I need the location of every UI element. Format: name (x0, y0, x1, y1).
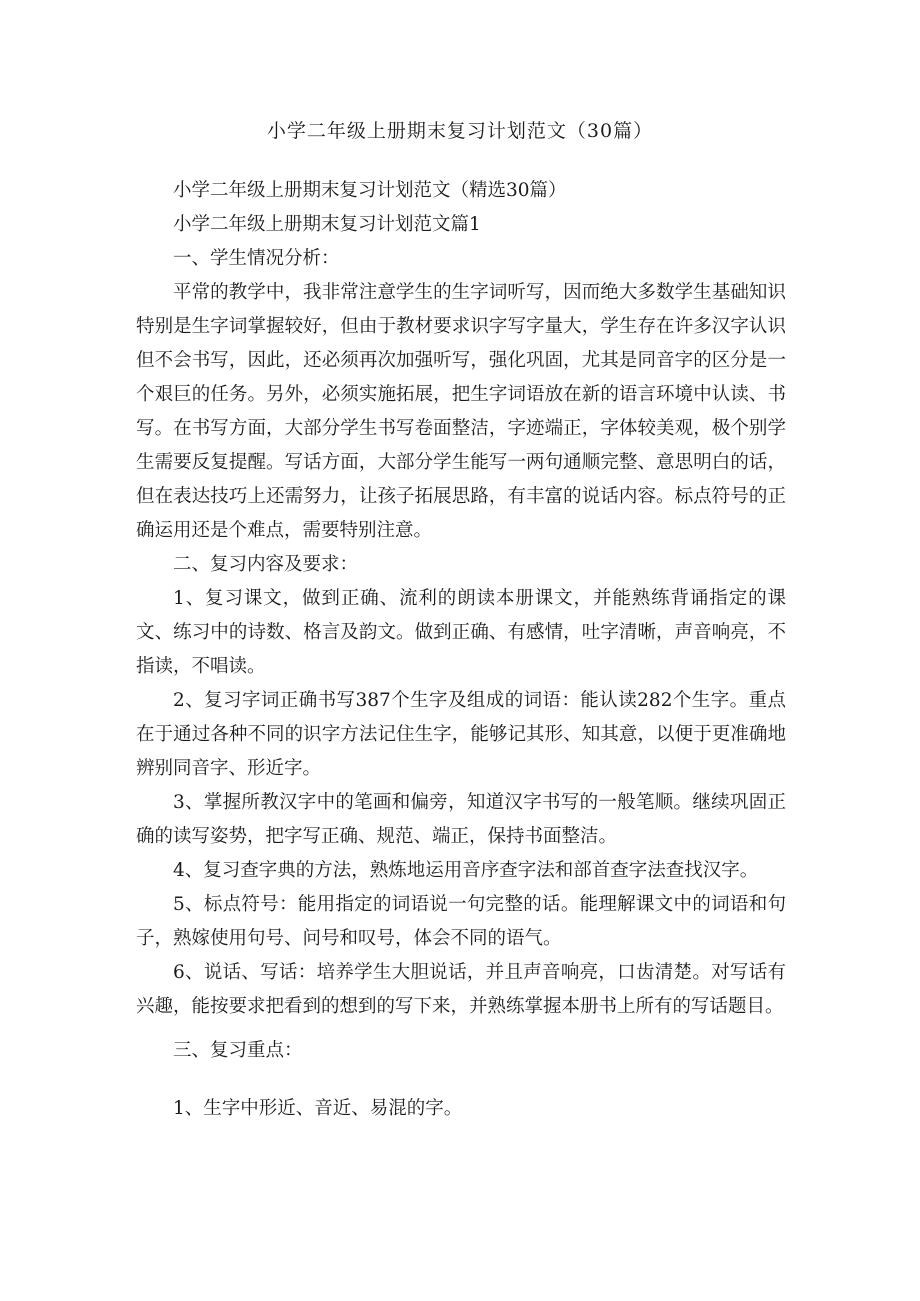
paragraph-item-2: 2、复习字词正确书写387个生字及组成的词语：能认读282个生字。重点在于通过各种不同的识字方法记住生字，能够记其形、知其意，以便于更准确地辨别同音字、形近字。 (136, 690, 786, 779)
paragraph-item-4: 4、复习查字典的方法，熟炼地运用音序查字法和部首查字法查找汉字。 (173, 860, 759, 881)
section-heading-article-1: 小学二年级上册期末复习计划范文篇1 (173, 214, 481, 235)
paragraph-item-6: 6、说话、写话：培养学生大胆说话，并且声音响亮，口齿清楚。对写话有兴趣，能按要求把看到的想到的写下来，并熟练掌握本册书上所有的写话题目。 (136, 962, 786, 1017)
subtitle-paragraph: 小学二年级上册期末复习计划范文（精选30篇） (173, 180, 567, 201)
paragraph-item-1: 1、复习课文，做到正确、流利的朗读本册课文，并能熟练背诵指定的课文、练习中的诗数、格言及韵文。做到正确、有感情，吐字清晰，声音响亮，不指读，不唱读。 (136, 588, 786, 677)
heading-review-content: 二、复习内容及要求： (173, 554, 359, 575)
paragraph-item-3: 3、掌握所教汉字中的笔画和偏旁，知道汉字书写的一般笔顺。继续巩固正确的读写姿势，把字写正确、规范、端正，保持书面整洁。 (136, 792, 786, 847)
paragraph-item-5: 5、标点符号：能用指定的词语说一句完整的话。能理解课文中的词语和句子，熟嫁使用句号、问号和叹号，体会不同的语气。 (136, 894, 786, 949)
heading-student-analysis: 一、学生情况分析： (173, 248, 340, 269)
paragraph-student-analysis: 平常的教学中，我非常注意学生的生字词听写，因而绝大多数学生基础知识特别是生字词掌握较好，但由于教材要求识字写字量大，学生存在许多汉字认识但不会书写，因此，还必须再次加强听写，强化巩固，尤其是同音字的区分是一个艰巨的任务。另外，必须实施拓展，把生字词语放在新的语言环境中认读、书写。在书写方面，大部分学生书写卷面整洁，字迹端正，字体较美观，极个别学生需要反复提醒。写话方面，大部分学生能写一两句通顺完整、意思明白的话，但在表达技巧上还需努力，让孩子拓展思路，有丰富的说话内容。标点符号的正确运用还是个难点，需要特别注意。 (136, 282, 786, 541)
paragraph-focus-1: 1、生字中形近、音近、易混的字。 (173, 1098, 463, 1119)
document-title: 小学二年级上册期末复习计划范文（30篇） (266, 120, 654, 142)
document-body (136, 174, 786, 1126)
heading-review-focus: 三、复习重点： (173, 1040, 303, 1061)
